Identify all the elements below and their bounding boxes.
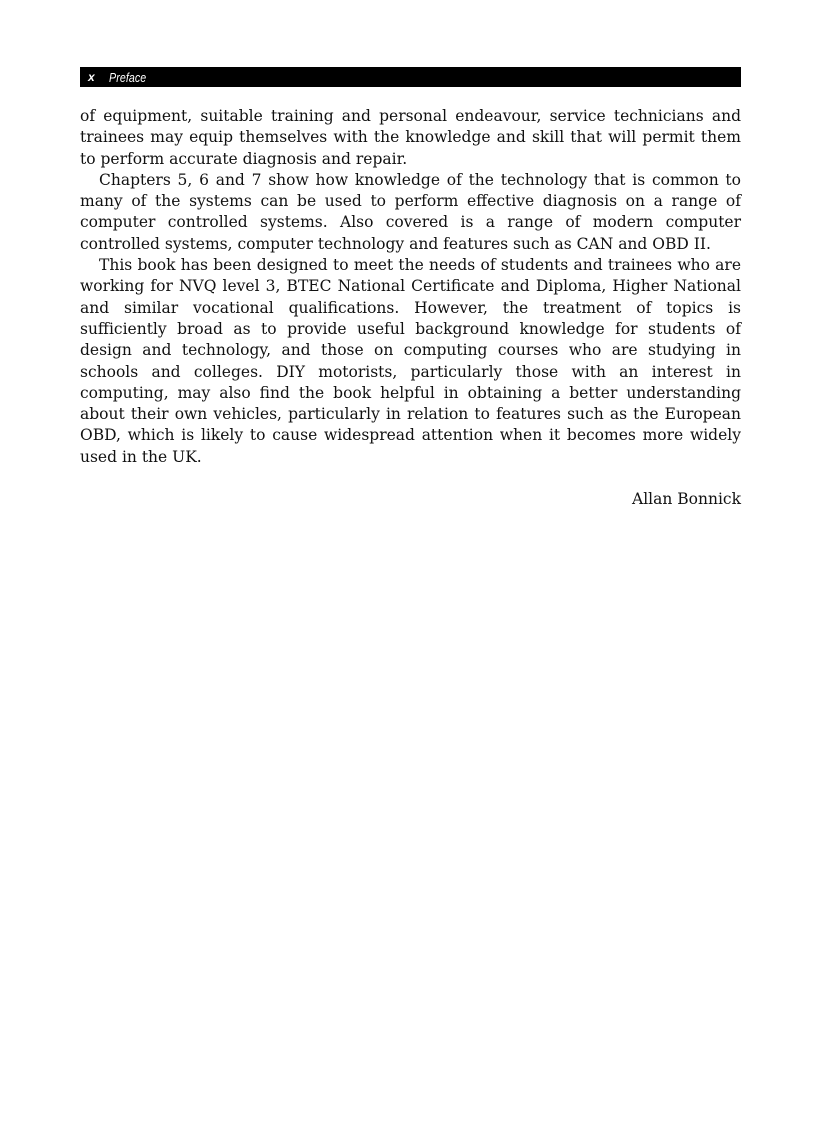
preface-body [80, 106, 741, 468]
author-signature: Allan Bonnick [632, 490, 741, 508]
paragraph-audience: This book has been designed to meet the needs of students and trainees who are working for NVQ level 3, BTEC National Certificate and Diploma, Higher National and similar vocational qualifications. However, the treatment of topics is sufficiently broad as to provide useful background knowledge for students of design and technology, and those on computing courses who are studying in schools and colleges. DIY motorists, particularly those with an interest in computing, may also find the book helpful in obtaining a better understanding about their own vehicles, particularly in relation to features such as the European OBD, which is likely to cause widespread attention when it becomes more widely used in the UK. [80, 256, 741, 466]
paragraph-chapters: Chapters 5, 6 and 7 show how knowledge of the technology that is common to many of the systems can be used to perform effective diagnosis on a range of computer controlled systems. Also covered is a range of modern computer controlled systems, computer technology and features such as CAN and OBD II. [80, 170, 741, 253]
page-number: x [88, 70, 95, 84]
paragraph-continuation: of equipment, suitable training and personal endeavour, service technicians and trainees may equip themselves with the knowledge and skill that will permit them to perform accurate diagnosis and repair. [80, 107, 741, 168]
running-header-title: Preface [108, 69, 147, 85]
running-header [80, 67, 741, 87]
